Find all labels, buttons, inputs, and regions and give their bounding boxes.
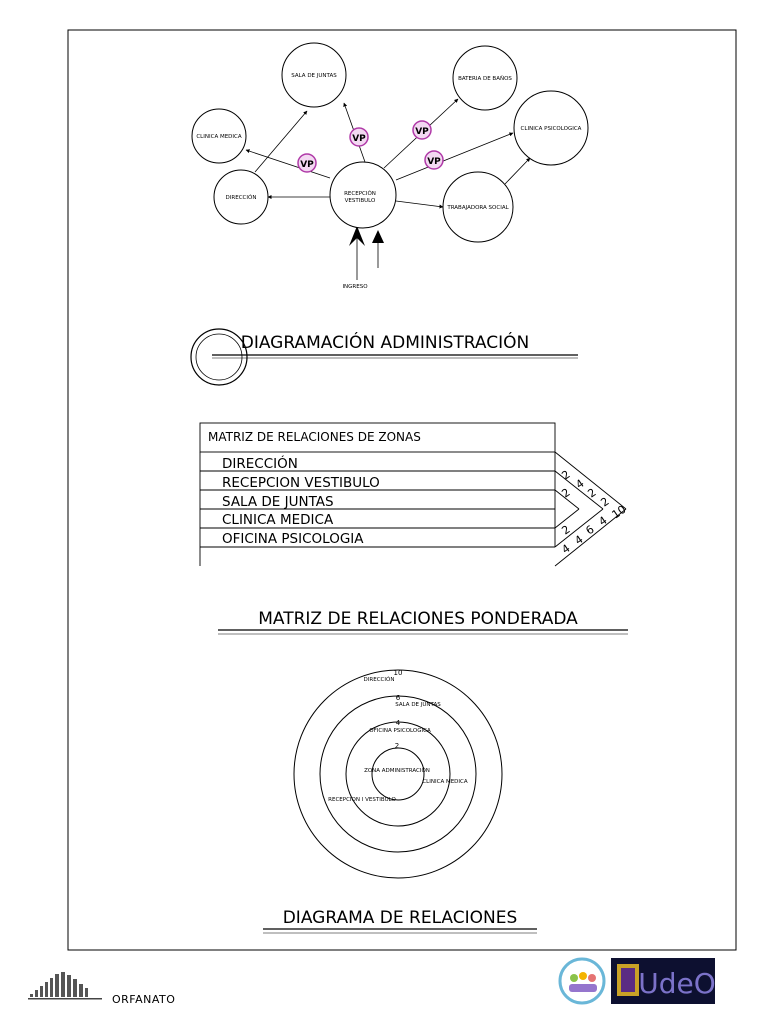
vp-badge — [298, 154, 316, 172]
matrix-weight: 6 — [583, 522, 597, 538]
node-label: RECEPCIÓN — [344, 191, 376, 197]
matrix-row: DIRECCIÓN — [222, 456, 298, 472]
node-label: CLINICA PSICOLOGICA — [520, 126, 582, 132]
title-admin-block — [191, 329, 578, 385]
matrix-weight: 2 — [559, 522, 573, 538]
ring-label: RECEPCION I VESTIBULO — [328, 797, 396, 803]
ingreso-label: INGRESO — [342, 284, 368, 290]
matrix-weight: 2 — [559, 467, 573, 483]
matrix-weight: 4 — [596, 513, 610, 529]
node-label: VESTIBULO — [344, 198, 376, 204]
matrix-weight: 2 — [585, 485, 599, 501]
entrance-arrow-icon — [372, 230, 384, 243]
node-label: TRABAJADORA SOCIAL — [447, 205, 509, 211]
orfanato-label: ORFANATO — [112, 993, 176, 1006]
relations-rings — [294, 669, 502, 878]
vp-badge — [413, 121, 431, 139]
node-label: SALA DE JUNTAS — [291, 73, 337, 79]
matrix-weight: 4 — [572, 532, 586, 548]
udeo-logo — [611, 958, 716, 1004]
udeo-logo-text: UdeO — [638, 967, 716, 1000]
matrix-row: SALA DE JUNTAS — [222, 494, 334, 510]
matrix-row: OFICINA PSICOLOGIA — [222, 531, 364, 547]
ring-label: DIRECCIÓN — [363, 677, 395, 683]
ring-label: CLINICA MEDICA — [422, 779, 468, 785]
matrix-weight: 2 — [598, 494, 612, 510]
bubble-diagram — [192, 43, 588, 290]
ring-number: 10 — [393, 669, 403, 677]
matrix-weight: 4 — [573, 476, 587, 492]
ring-number: 4 — [395, 719, 401, 727]
svg-text:VP: VP — [427, 157, 441, 167]
svg-text:VP: VP — [352, 134, 366, 144]
ring-number: 6 — [395, 694, 401, 702]
ring-number: 2 — [394, 742, 400, 750]
title-relations-block — [263, 908, 537, 933]
ring-label: SALA DE JUNTAS — [395, 702, 441, 708]
title-ring-icon — [196, 334, 242, 380]
node-label: DIRECCIÓN — [225, 195, 257, 201]
title-relations: DIAGRAMA DE RELACIONES — [282, 908, 518, 928]
institution-emblem-icon — [560, 959, 604, 1003]
matrix-row: RECEPCION VESTIBULO — [222, 475, 380, 491]
svg-text:VP: VP — [300, 160, 314, 170]
title-matrix: MATRIZ DE RELACIONES PONDERADA — [258, 609, 578, 629]
node-label: BATERIA DE BAÑOS — [458, 76, 512, 82]
matrix-row: CLINICA MEDICA — [222, 512, 334, 528]
ring-label: OFICINA PSICOLOGICA — [369, 728, 431, 734]
title-admin: DIAGRAMACIÓN ADMINISTRACIÓN — [240, 333, 530, 353]
node-label: CLINICA MEDICA — [196, 134, 242, 140]
title-matrix-block — [218, 609, 628, 634]
svg-text:VP: VP — [415, 127, 429, 137]
vp-badge — [425, 151, 443, 169]
matrix-weight: 2 — [559, 485, 573, 501]
matrix-weight: 4 — [559, 541, 573, 557]
matrix-weight: 10 — [609, 502, 629, 522]
vp-badge — [350, 128, 368, 146]
ring-label: ZONA ADMINISTRACIÓN — [364, 768, 430, 774]
orfanato-logo-icon — [28, 972, 102, 1000]
title-ring-icon — [191, 329, 247, 385]
matrix-header: MATRIZ DE RELACIONES DE ZONAS — [208, 430, 421, 444]
zone-matrix — [200, 423, 628, 566]
